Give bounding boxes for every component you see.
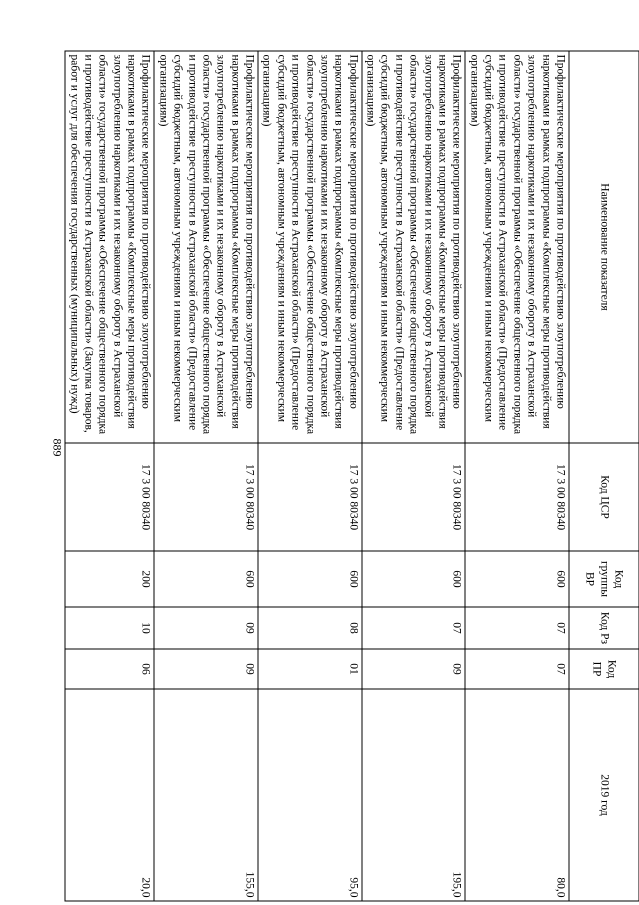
table-row — [465, 51, 569, 901]
row-rz: 07 — [465, 607, 569, 649]
row-csr: 17 3 00 80340 — [65, 443, 154, 551]
row-name: Профилактические мероприятия по противодействию злоупотреблению наркотиками в рамках подпрограммы «Комплексные меры противодействия злоупотреблению наркотиками и их незаконному обороту в Астраханской области» государственной программы «Обеспечение общественного порядка и противодействие преступности в Астраханской области» (Предоставление субсидий бюджетным, автономным учреждениям и иным некоммерческим организациям) — [465, 51, 569, 443]
row-csr: 17 3 00 80340 — [465, 443, 569, 551]
row-rz: 07 — [362, 607, 466, 649]
row-rz: 08 — [258, 607, 362, 649]
row-year: 80,0 — [465, 689, 569, 901]
row-pr: 09 — [155, 649, 259, 689]
header-year: 2019 год — [569, 689, 639, 901]
header-rz: Код Рз — [569, 607, 639, 649]
row-group: 600 — [258, 551, 362, 607]
header-pr: Код ПР — [569, 649, 639, 689]
header-name: Наименование показателя — [569, 51, 639, 443]
budget-table — [65, 50, 639, 901]
row-name: Профилактические мероприятия по противодействию злоупотреблению наркотиками в рамках подпрограммы «Комплексные меры противодействия злоупотреблению наркотиками и их незаконному обороту в Астраханской области» государственной программы «Обеспечение общественного порядка и противодействие преступности в Астраханской области» (Предоставление субсидий бюджетным, автономным учреждениям и иным некоммерческим организациям) — [362, 51, 466, 443]
row-group: 600 — [362, 551, 466, 607]
budget-table-frame — [68, 50, 639, 900]
row-pr: 07 — [465, 649, 569, 689]
row-year: 20,0 — [65, 689, 154, 901]
table-row — [258, 51, 362, 901]
table-row — [362, 51, 466, 901]
row-group: 600 — [465, 551, 569, 607]
table-header-row — [569, 51, 639, 901]
row-year: 95,0 — [258, 689, 362, 901]
row-year: 155,0 — [155, 689, 259, 901]
row-csr: 17 3 00 80340 — [258, 443, 362, 551]
row-csr: 17 3 00 80340 — [362, 443, 466, 551]
header-group: Код группы ВР — [569, 551, 639, 607]
row-name: Профилактические мероприятия по противодействию злоупотреблению наркотиками в рамках подпрограммы «Комплексные меры противодействия злоупотреблению наркотиками и их незаконному обороту в Астраханской области» государственной программы «Обеспечение общественного порядка и противодействие преступности в Астраханской области» (Закупка товаров, работ и услуг для обеспечения государственных (муниципальных) нужд) — [65, 51, 154, 443]
row-group: 200 — [65, 551, 154, 607]
row-rz: 10 — [65, 607, 154, 649]
row-pr: 01 — [258, 649, 362, 689]
row-name: Профилактические мероприятия по противодействию злоупотреблению наркотиками в рамках подпрограммы «Комплексные меры противодействия злоупотреблению наркотиками и их незаконному обороту в Астраханской области» государственной программы «Обеспечение общественного порядка и противодействие преступности в Астраханской области» (Предоставление субсидий бюджетным, автономным учреждениям и иным некоммерческим организациям) — [155, 51, 259, 443]
row-pr: 09 — [362, 649, 466, 689]
table-row — [155, 51, 259, 901]
row-name: Профилактические мероприятия по противодействию злоупотреблению наркотиками в рамках подпрограммы «Комплексные меры противодействия злоупотреблению наркотиками и их незаконному обороту в Астраханской области» государственной программы «Обеспечение общественного порядка и противодействие преступности в Астраханской области» (Предоставление субсидий бюджетным, автономным учреждениям и иным некоммерческим организациям) — [258, 51, 362, 443]
header-csr: Код ЦСР — [569, 443, 639, 551]
row-rz: 09 — [155, 607, 259, 649]
row-year: 195,0 — [362, 689, 466, 901]
row-pr: 06 — [65, 649, 154, 689]
row-group: 600 — [155, 551, 259, 607]
row-csr: 17 3 00 80340 — [155, 443, 259, 551]
page-number: 889 — [50, 438, 65, 457]
table-row — [65, 51, 154, 901]
